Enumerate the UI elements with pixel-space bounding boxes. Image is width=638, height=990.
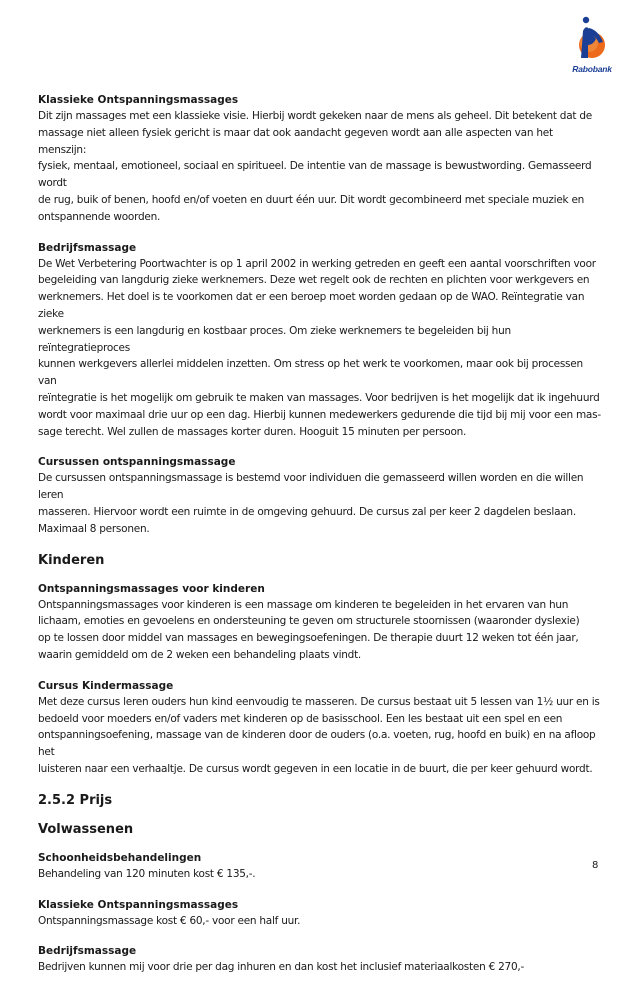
text-line: reïntegratie is het mogelijk om gebruik te maken van massages. Voor bedrijven is het mogelijk dat ik ingehuurd [38, 391, 600, 404]
text-line: De Wet Verbetering Poortwachter is op 1 april 2002 in werking getreden en geeft een aantal voorschriften voor [38, 257, 596, 270]
section-prijs-bedrijfsmassage [38, 943, 603, 976]
heading-prijs: 2.5.2 Prijs [38, 792, 113, 808]
text-line: werknemers is een langdurig en kostbaar proces. Om zieke werknemers te begeleiden bij hun reïntegratieproces [38, 324, 511, 354]
section-title: Bedrijfsmassage [38, 945, 137, 958]
text-line: waarin gemiddeld om de 2 weken een behandeling plaats vindt. [38, 648, 362, 661]
text-line: wordt voor maximaal drie uur op een dag. Hierbij kunnen medewerkers gedurende die tijd bij mij voor een mas- [38, 408, 601, 421]
text-line: Ontspanningsmassage kost € 60,- voor een half uur. [38, 914, 301, 927]
text-line: Bedrijven kunnen mij voor drie per dag inhuren en dan kost het inclusief materiaalkosten € 270,- [38, 961, 525, 974]
section-cursussen-ontspanningsmassage [38, 454, 603, 537]
text-line: fysiek, mentaal, emotioneel, sociaal en spiritueel. De intentie van de massage is bewustwording. Gemasseerd wordt [38, 160, 592, 190]
text-line: kunnen werkgevers allerlei middelen inzetten. Om stress op het werk te voorkomen, maar ook bij processen van [38, 358, 583, 388]
section-title: Klassieke Ontspanningsmassages [38, 898, 239, 911]
text-line: massage niet alleen fysiek gericht is maar dat ook aandacht gegeven wordt aan alle aspecten van het menszijn: [38, 126, 553, 156]
text-line: sage terecht. Wel zullen de massages korter duren. Hooguit 15 minuten per persoon. [38, 425, 467, 438]
text-line: Met deze cursus leren ouders hun kind eenvoudig te masseren. De cursus bestaat uit 5 lessen van 1½ uur en is [38, 695, 600, 708]
section-title: Cursus Kindermassage [38, 679, 174, 692]
text-line: Behandeling van 120 minuten kost € 135,-. [38, 867, 256, 880]
section-title: Schoonheidsbehandelingen [38, 851, 202, 864]
section-klassieke-ontspanningsmassages [38, 92, 603, 226]
text-line: de rug, buik of benen, hoofd en/of voeten en duurt één uur. Dit wordt gecombineerd met speciale muziek en [38, 193, 585, 206]
section-title: Klassieke Ontspanningsmassages [38, 94, 239, 106]
text-line: werknemers. Het doel is te voorkomen dat er een beroep moet worden gedaan op de WAO. Reïntegratie van zieke [38, 291, 585, 320]
text-line: luisteren naar een verhaaltje. De cursus wordt gegeven in een locatie in de buurt, die per keer gehuurd wordt. [38, 762, 593, 775]
text-line: Maximaal 8 personen. [38, 522, 150, 535]
rabobank-logo-icon [562, 14, 622, 64]
section-title: Bedrijfsmassage [38, 241, 137, 254]
text-line: De cursussen ontspanningsmassage is bestemd voor individuen die gemasseerd willen worden en die willen leren [38, 472, 584, 502]
section-title: Cursussen ontspanningsmassage [38, 456, 236, 469]
document-body [38, 92, 603, 990]
text-line: op te lossen door middel van massages en bewegingsoefeningen. De therapie duurt 12 weken tot één jaar, [38, 632, 579, 645]
section-title: Ontspanningsmassages voor kinderen [38, 582, 265, 595]
rabobank-logo-text: Rabobank [572, 64, 612, 74]
text-line: masseren. Hiervoor wordt een ruimte in de omgeving gehuurd. De cursus zal per keer 2 dagdelen beslaan. [38, 505, 576, 518]
heading-kinderen: Kinderen [38, 552, 105, 568]
text-line: lichaam, emoties en gevoelens en ondersteuning te geven om structurele stoornissen (waaronder dyslexie) [38, 615, 580, 628]
text-line: ontspannende woorden. [38, 210, 161, 223]
text-line: Ontspanningsmassages voor kinderen is een massage om kinderen te begeleiden in het ervaren van hun [38, 598, 569, 611]
section-cursus-kindermassage [38, 678, 603, 778]
text-line: Dit zijn massages met een klassieke visie. Hierbij wordt gekeken naar de mens als geheel. Dit betekent dat de [38, 110, 592, 122]
text-line: begeleiding van langdurig zieke werknemers. Deze wet regelt ook de rechten en plichten voor werkgevers en [38, 274, 590, 287]
text-line: ontspanningsoefening, massage van de kinderen door de ouders (o.a. voeten, rug, hoofd en buik) en na afloop het [38, 729, 596, 759]
page-number: 8 [592, 860, 599, 871]
text-line: bedoeld voor moeders en/of vaders met kinderen op de basisschool. Een les bestaat uit een spel en een [38, 712, 563, 725]
section-ontspanningsmassages-kinderen [38, 581, 603, 664]
heading-volwassenen: Volwassenen [38, 821, 134, 837]
section-prijs-schoonheidsbehandelingen [38, 850, 603, 883]
section-bedrijfsmassage [38, 240, 603, 441]
rabobank-logo [562, 14, 622, 78]
section-prijs-klassieke-ontspanningsmassages [38, 897, 603, 930]
